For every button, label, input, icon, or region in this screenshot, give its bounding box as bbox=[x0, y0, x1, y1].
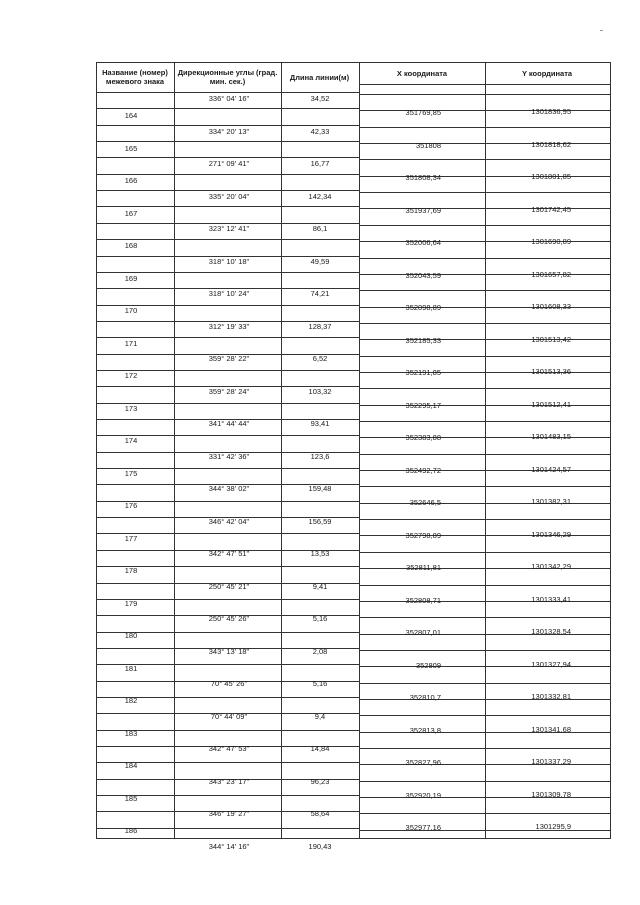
point-name: 184 bbox=[124, 761, 138, 770]
line-length: 123,6 bbox=[310, 451, 330, 461]
y-coordinate: 1301341,68 bbox=[531, 724, 571, 734]
row-border-right bbox=[359, 519, 611, 520]
x-coordinate: 352646,5 bbox=[409, 498, 441, 507]
column-border bbox=[96, 62, 97, 838]
header-border-right bbox=[359, 84, 611, 85]
x-coordinate: 352185,33 bbox=[405, 335, 441, 345]
row-border-right bbox=[359, 323, 611, 324]
line-length: 74,21 bbox=[310, 289, 330, 298]
line-length: 86,1 bbox=[312, 224, 328, 233]
point-name: 177 bbox=[124, 533, 138, 543]
direction-angle: 341° 44' 44" bbox=[208, 419, 250, 428]
line-length: 103,32 bbox=[308, 386, 332, 396]
line-length: 96,23 bbox=[310, 776, 330, 786]
point-name: 174 bbox=[124, 436, 138, 445]
y-coordinate: 1301424,57 bbox=[531, 464, 571, 474]
x-coordinate: 352383,88 bbox=[405, 433, 441, 442]
table-top-border bbox=[96, 62, 611, 63]
x-coordinate: 352807,01 bbox=[405, 628, 441, 637]
row-border-left bbox=[96, 108, 359, 109]
direction-angle: 250° 45' 26" bbox=[208, 614, 250, 623]
row-border-right bbox=[359, 176, 611, 177]
column-border bbox=[281, 62, 282, 838]
row-border-right bbox=[359, 143, 611, 144]
direction-angle: 331° 42' 36" bbox=[208, 451, 250, 461]
row-border-right bbox=[359, 617, 611, 618]
row-border-right bbox=[359, 110, 611, 111]
y-coordinate: 1301801,85 bbox=[531, 172, 571, 181]
header-x bbox=[360, 63, 484, 83]
row-border-right bbox=[359, 421, 611, 422]
y-coordinate: 1301742,45 bbox=[531, 204, 571, 214]
point-name: 164 bbox=[124, 111, 138, 120]
point-name: 167 bbox=[124, 208, 138, 218]
x-coordinate: 352492,72 bbox=[405, 465, 441, 475]
scan-mark bbox=[600, 30, 603, 31]
x-coordinate: 352191,85 bbox=[405, 368, 441, 377]
y-coordinate: 1301608,33 bbox=[531, 302, 571, 311]
row-border-left bbox=[96, 174, 359, 175]
direction-angle: 343° 23' 17" bbox=[208, 776, 250, 786]
y-coordinate: 1301818,62 bbox=[531, 139, 571, 149]
x-coordinate: 352813,8 bbox=[409, 725, 441, 735]
y-coordinate: 1301346,29 bbox=[531, 529, 571, 539]
y-coordinate: 1301483,15 bbox=[531, 432, 571, 441]
line-length: 156,59 bbox=[308, 516, 332, 526]
row-border-right bbox=[359, 274, 611, 275]
point-name: 185 bbox=[124, 793, 138, 803]
x-coordinate: 352808,71 bbox=[405, 595, 441, 605]
line-length: 9,4 bbox=[314, 711, 326, 721]
header-y-label: Y координата bbox=[521, 68, 573, 78]
column-border bbox=[610, 62, 611, 838]
point-name: 166 bbox=[124, 176, 138, 185]
direction-angle: 250° 45' 21" bbox=[208, 581, 250, 591]
row-border-right bbox=[359, 699, 611, 700]
row-border-right bbox=[359, 388, 611, 389]
y-coordinate: 1301337,29 bbox=[531, 757, 571, 766]
row-border-left bbox=[96, 141, 359, 142]
row-border-right bbox=[359, 241, 611, 242]
point-name: 182 bbox=[124, 696, 138, 705]
point-name: 180 bbox=[124, 631, 138, 640]
row-border-right bbox=[359, 552, 611, 553]
y-coordinate: 1301342,29 bbox=[531, 562, 571, 571]
direction-angle: 336° 04' 16" bbox=[208, 94, 250, 103]
row-border-left bbox=[96, 206, 359, 207]
row-border-right bbox=[359, 290, 611, 291]
row-border-left bbox=[96, 239, 359, 240]
row-border-right bbox=[359, 748, 611, 749]
direction-angle: 271° 09' 41" bbox=[208, 159, 250, 168]
x-coordinate: 352295,17 bbox=[405, 400, 441, 410]
line-length: 159,48 bbox=[308, 484, 332, 493]
x-coordinate: 352006,64 bbox=[405, 238, 441, 247]
row-border-right bbox=[359, 601, 611, 602]
direction-angle: 334° 20' 13" bbox=[208, 126, 250, 136]
row-border-right bbox=[359, 470, 611, 471]
row-border-right bbox=[359, 486, 611, 487]
row-border-right bbox=[359, 94, 611, 95]
direction-angle: 70° 44' 09" bbox=[210, 711, 248, 721]
line-length: 142,34 bbox=[308, 191, 332, 201]
row-border-left bbox=[96, 157, 359, 158]
y-coordinate: 1301327,94 bbox=[531, 659, 571, 669]
column-border bbox=[485, 62, 486, 838]
row-border-right bbox=[359, 535, 611, 536]
point-name: 176 bbox=[124, 501, 138, 510]
row-border-right bbox=[359, 650, 611, 651]
row-border-right bbox=[359, 356, 611, 357]
row-border-right bbox=[359, 764, 611, 765]
row-border-right bbox=[359, 258, 611, 259]
direction-angle: 318° 10' 18" bbox=[208, 256, 250, 266]
row-border-right bbox=[359, 208, 611, 209]
y-coordinate: 1301513,36 bbox=[531, 367, 571, 376]
header-x-label: X координата bbox=[396, 68, 448, 78]
line-length: 5,16 bbox=[312, 679, 328, 688]
direction-angle: 359° 28' 22" bbox=[208, 354, 250, 363]
row-border-right bbox=[359, 437, 611, 438]
direction-angle: 344° 14' 16" bbox=[208, 841, 250, 851]
y-coordinate: 1301332,81 bbox=[531, 692, 571, 701]
row-border-right bbox=[359, 454, 611, 455]
x-coordinate: 351808 bbox=[415, 140, 441, 150]
line-length: 42,33 bbox=[310, 126, 330, 136]
line-length: 190,43 bbox=[308, 841, 332, 851]
y-coordinate: 1301382,31 bbox=[531, 497, 571, 506]
row-border-right bbox=[359, 797, 611, 798]
y-coordinate: 1301657,82 bbox=[531, 269, 571, 279]
y-coordinate: 1301295,9 bbox=[535, 822, 571, 831]
point-name: 183 bbox=[124, 728, 138, 738]
y-coordinate: 1301836,95 bbox=[531, 107, 571, 116]
line-length: 9,41 bbox=[312, 581, 328, 591]
direction-angle: 342° 47' 53" bbox=[208, 744, 250, 753]
column-border bbox=[359, 62, 360, 838]
x-coordinate: 351769,85 bbox=[405, 108, 441, 117]
point-name: 186 bbox=[124, 826, 138, 835]
row-border-right bbox=[359, 666, 611, 667]
row-border-right bbox=[359, 372, 611, 373]
direction-angle: 342° 47' 51" bbox=[208, 549, 250, 558]
line-length: 13,53 bbox=[310, 549, 330, 558]
y-coordinate: 1301512,41 bbox=[531, 399, 571, 409]
line-length: 14,84 bbox=[310, 744, 330, 753]
direction-angle: 359° 28' 24" bbox=[208, 386, 250, 396]
direction-angle: 335° 20' 04" bbox=[208, 191, 250, 201]
y-coordinate: 1301328,54 bbox=[531, 627, 571, 636]
x-coordinate: 352809 bbox=[415, 660, 441, 670]
point-name: 165 bbox=[124, 143, 138, 153]
row-border-right bbox=[359, 503, 611, 504]
column-border bbox=[174, 62, 175, 838]
line-length: 49,59 bbox=[310, 256, 330, 266]
x-coordinate: 352810,7 bbox=[409, 693, 441, 702]
point-name: 173 bbox=[124, 403, 138, 413]
row-border-right bbox=[359, 405, 611, 406]
row-border-right bbox=[359, 307, 611, 308]
direction-angle: 323° 12' 41" bbox=[208, 224, 250, 233]
x-coordinate: 352827,96 bbox=[405, 758, 441, 767]
x-coordinate: 352798,89 bbox=[405, 530, 441, 540]
row-border-right bbox=[359, 683, 611, 684]
point-name: 181 bbox=[124, 663, 138, 673]
direction-angle: 346° 19' 27" bbox=[208, 809, 250, 818]
point-name: 172 bbox=[124, 371, 138, 380]
line-length: 93,41 bbox=[310, 419, 330, 428]
point-name: 171 bbox=[124, 338, 138, 348]
y-coordinate: 1301513,42 bbox=[531, 334, 571, 344]
line-length: 58,64 bbox=[310, 809, 330, 818]
table-bottom-border bbox=[96, 838, 611, 839]
row-border-right bbox=[359, 813, 611, 814]
x-coordinate: 352811,81 bbox=[406, 563, 441, 572]
line-length: 34,52 bbox=[310, 94, 330, 103]
x-coordinate: 351937,69 bbox=[405, 205, 441, 215]
row-border-right bbox=[359, 568, 611, 569]
row-border-right bbox=[359, 225, 611, 226]
point-name: 168 bbox=[124, 241, 138, 250]
row-border-right bbox=[359, 159, 611, 160]
header-length-label: Длина линии(м) bbox=[289, 72, 350, 82]
direction-angle: 346° 42' 04" bbox=[208, 516, 250, 526]
line-length: 128,37 bbox=[308, 321, 332, 331]
x-coordinate: 352098,89 bbox=[405, 303, 441, 312]
y-coordinate: 1301309,78 bbox=[531, 789, 571, 799]
line-length: 5,16 bbox=[312, 614, 328, 623]
header-name-label: Название (номер) межевого знака bbox=[102, 68, 168, 86]
row-border-right bbox=[359, 585, 611, 586]
x-coordinate: 352920,19 bbox=[405, 790, 441, 800]
header-length bbox=[282, 63, 357, 91]
line-length: 16,77 bbox=[310, 159, 330, 168]
direction-angle: 344° 38' 02" bbox=[208, 484, 250, 493]
x-coordinate: 352977,16 bbox=[405, 823, 441, 832]
header-y bbox=[486, 63, 608, 83]
row-border-right bbox=[359, 781, 611, 782]
direction-angle: 70° 45' 26" bbox=[210, 679, 248, 688]
x-coordinate: 352043,59 bbox=[405, 270, 441, 280]
header-angle bbox=[175, 63, 280, 91]
y-coordinate: 1301690,89 bbox=[531, 237, 571, 246]
direction-angle: 312° 19' 33" bbox=[208, 321, 250, 331]
line-length: 6,52 bbox=[312, 354, 328, 363]
row-border-right bbox=[359, 127, 611, 128]
header-angle-label: Дирекционные углы (град. мин. сек.) bbox=[177, 68, 278, 86]
y-coordinate: 1301333,41 bbox=[531, 594, 571, 604]
point-name: 175 bbox=[124, 468, 138, 478]
row-border-right bbox=[359, 192, 611, 193]
row-border-right bbox=[359, 830, 611, 831]
direction-angle: 318° 10' 24" bbox=[208, 289, 250, 298]
row-border-right bbox=[359, 732, 611, 733]
header-name bbox=[97, 63, 173, 91]
row-border-left bbox=[96, 92, 359, 93]
row-border-right bbox=[359, 634, 611, 635]
point-name: 178 bbox=[124, 566, 138, 575]
line-length: 2,08 bbox=[312, 646, 328, 656]
point-name: 169 bbox=[124, 273, 138, 283]
row-border-right bbox=[359, 715, 611, 716]
point-name: 179 bbox=[124, 598, 138, 608]
point-name: 170 bbox=[124, 306, 138, 315]
x-coordinate: 351808,34 bbox=[405, 173, 441, 182]
direction-angle: 343° 13' 18" bbox=[208, 646, 250, 656]
row-border-right bbox=[359, 339, 611, 340]
